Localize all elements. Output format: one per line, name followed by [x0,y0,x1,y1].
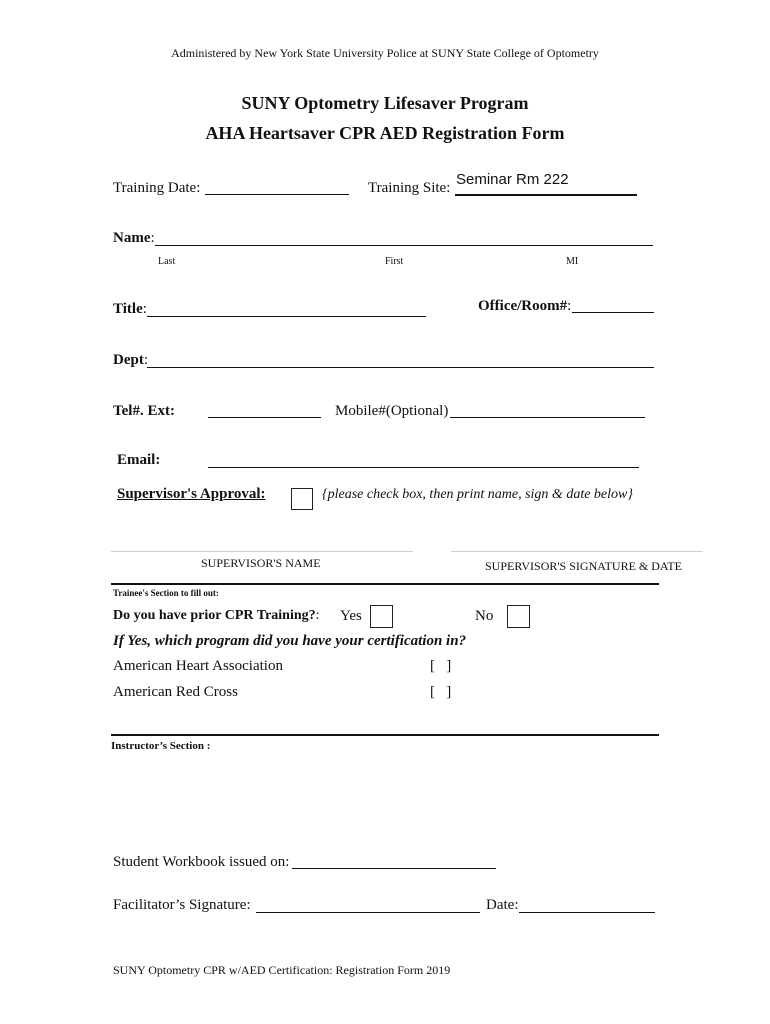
prior-no-checkbox[interactable] [507,605,530,628]
name-field[interactable] [155,245,653,246]
dept-field[interactable] [147,367,654,368]
supervisor-name-line[interactable] [111,551,413,552]
program-arc-label: American Red Cross [113,684,238,700]
office-field[interactable] [572,312,654,313]
dept-colon: : [143,352,148,368]
program-title: SUNY Optometry Lifesaver Program [241,93,529,113]
prior-question-colon: : [315,608,320,623]
tel-field[interactable] [208,417,321,418]
training-site-value[interactable]: Seminar Rm 222 [456,171,569,188]
supervisor-approval-checkbox[interactable] [291,488,313,510]
training-date-label: Training Date: [113,180,201,196]
supervisor-signature-caption: SUPERVISOR'S SIGNATURE & DATE [485,559,682,573]
followup-question: If Yes, which program did you have your certification in? [113,633,467,649]
training-site-label: Training Site: [368,180,451,196]
prior-yes-checkbox[interactable] [370,605,393,628]
training-date-field[interactable] [205,194,349,195]
instructor-divider [111,734,659,736]
facilitator-signature-field[interactable] [256,912,480,913]
trainee-section-label: Trainee's Section to fill out: [113,588,219,598]
email-field[interactable] [208,467,639,468]
supervisor-signature-line[interactable] [451,551,703,552]
supervisor-instruction: {please check box, then print name, sign & date below} [322,487,633,502]
supervisor-name-caption: SUPERVISOR'S NAME [201,556,321,570]
instructor-section-label: Instructor’s Section : [111,740,211,752]
title-label-wrap [113,301,147,318]
trainee-divider [111,583,659,585]
footer-text: SUNY Optometry CPR w/AED Certification: Registration Form 2019 [113,963,451,977]
mobile-label: Mobile#(Optional) [335,403,449,419]
prior-no-label: No [475,608,494,624]
email-label: Email: [117,452,161,468]
name-sub-mi: MI [566,256,579,267]
title-colon: : [142,301,147,317]
mobile-field[interactable] [450,417,645,418]
training-site-field [455,194,637,196]
administered-by-text: Administered by New York State University Police at SUNY State College of Optometry [171,46,599,60]
workbook-label: Student Workbook issued on: [113,854,290,870]
workbook-date-field[interactable] [292,868,496,869]
dept-label-wrap [113,352,148,369]
name-colon: : [150,230,155,246]
office-colon: : [567,298,572,314]
title-field[interactable] [147,316,426,317]
name-label-wrap [113,230,155,247]
office-label: Office/Room# [478,298,568,314]
form-title: AHA Heartsaver CPR AED Registration Form [205,123,565,143]
office-label-wrap [478,298,571,315]
supervisor-approval-label: Supervisor's Approval: [117,486,266,502]
facilitator-date-label: Date: [486,897,519,913]
tel-label: Tel#. Ext: [113,403,175,419]
program-aha-label: American Heart Association [113,658,283,674]
prior-question: Do you have prior CPR Training? [113,608,316,623]
program-arc-bracket[interactable]: [ ] [430,684,452,700]
dept-label: Dept [113,352,144,368]
program-aha-bracket[interactable]: [ ] [430,658,452,674]
name-label: Name [113,230,151,246]
title-label: Title [113,301,143,317]
facilitator-label: Facilitator’s Signature: [113,897,251,913]
prior-question-wrap [113,608,320,624]
facilitator-date-field[interactable] [519,912,655,913]
name-sub-first: First [385,256,404,267]
prior-yes-label: Yes [340,608,362,624]
name-sub-last: Last [158,256,176,267]
